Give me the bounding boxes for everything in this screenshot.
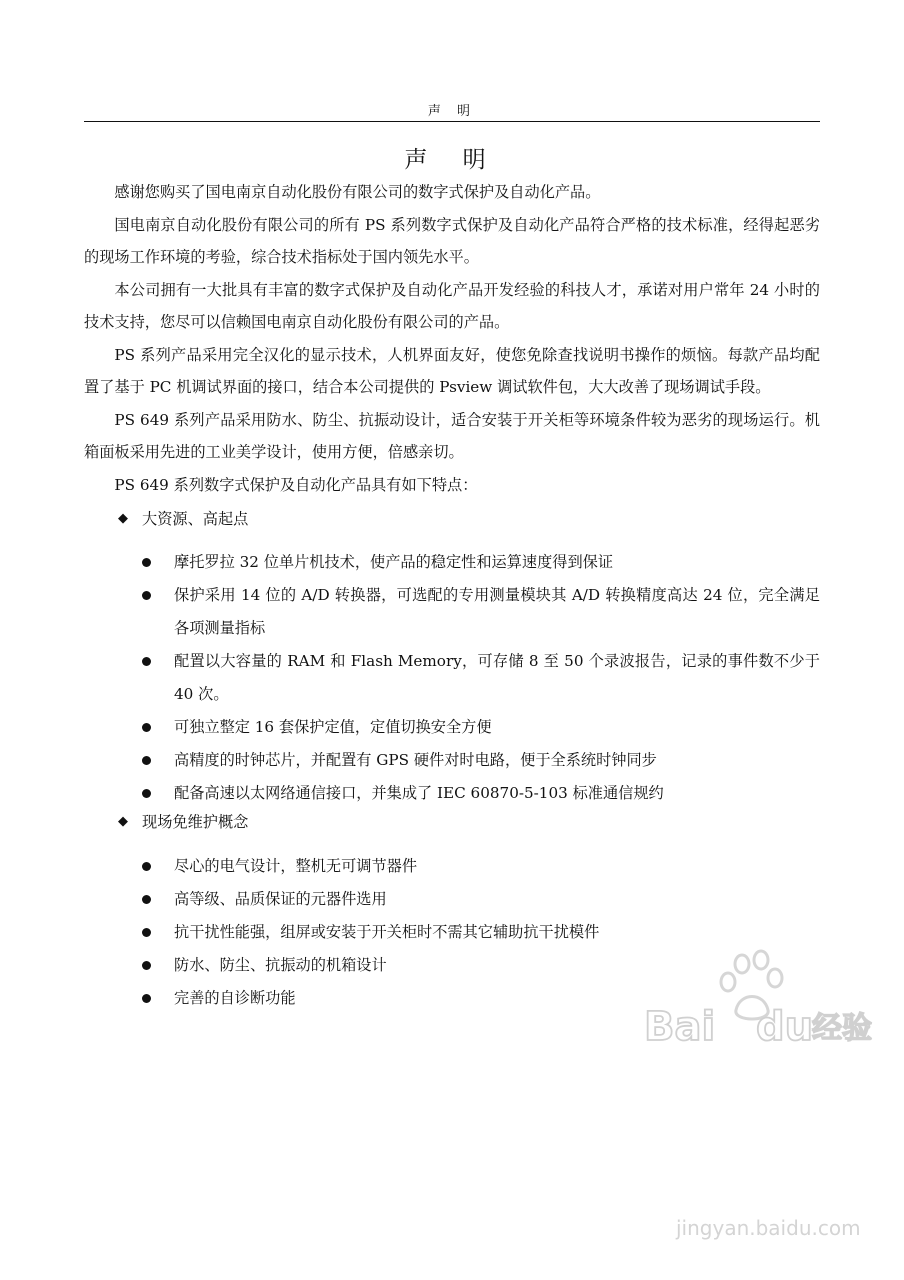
list-item: 完善的自诊断功能 (84, 982, 820, 1015)
list-item: 高精度的时钟芯片，并配置有 GPS 硬件对时电路，便于全系统时钟同步 (84, 744, 820, 777)
bullet-dot-icon (142, 862, 151, 871)
section-heading (82, 503, 820, 535)
paragraph-features-intro: PS 649 系列数字式保护及自动化产品具有如下特点： (114, 475, 478, 494)
list-item: 高等级、品质保证的元器件选用 (84, 883, 820, 916)
section-title: 大资源、高起点 (142, 510, 249, 528)
bullet-dot-icon (142, 591, 151, 600)
bullet-dot-icon (142, 723, 151, 732)
bullet-dot-icon (142, 657, 151, 666)
svg-text:du: du (756, 1004, 814, 1050)
bullet-dot-icon (142, 558, 151, 567)
svg-text:Bai: Bai (644, 1004, 716, 1050)
bullet-dot-icon (142, 994, 151, 1003)
list-item: 配备高速以太网络通信接口，并集成了 IEC 60870-5-103 标准通信规约 (84, 777, 820, 810)
list-item: 防水、防尘、抗振动的机箱设计 (84, 949, 820, 982)
bullet-dot-icon (142, 756, 151, 765)
paragraph-support: 本公司拥有一大批具有丰富的数字式保护及自动化产品开发经验的科技人才，承诺对用户常年 24 小时的技术支持，您尽可以信赖国电南京自动化股份有限公司的产品。 (84, 280, 820, 331)
paragraph-display: PS 系列产品采用完全汉化的显示技术，人机界面友好，使您免除查找说明书操作的烦恼。每款产品均配置了基于 PC 机调试界面的接口，结合本公司提供的 Psview 调试软件包，大大改善了现场调试手段。 (84, 345, 820, 396)
baidu-watermark-logo (640, 948, 890, 1058)
list-item: 配置以大容量的 RAM 和 Flash Memory，可存储 8 至 50 个录波报告，记录的事件数不少于 40 次。 (84, 645, 820, 711)
paragraph-design: PS 649 系列产品采用防水、防尘、抗振动设计，适合安装于开关柜等环境条件较为恶劣的现场运行。机箱面板采用先进的工业美学设计，使用方便，倍感亲切。 (84, 410, 820, 461)
section-heading (82, 806, 820, 838)
paragraph-thanks: 感谢您购买了国电南京自动化股份有限公司的数字式保护及自动化产品。 (114, 183, 601, 201)
svg-text:经验: 经验 (812, 1011, 872, 1046)
page-title: 声 明 (404, 147, 500, 173)
document-body (84, 176, 820, 1015)
list-item: 摩托罗拉 32 位单片机技术，使产品的稳定性和运算速度得到保证 (84, 546, 820, 579)
bullet-dot-icon (142, 789, 151, 798)
list-item: 抗干扰性能强，组屏或安装于开关柜时不需其它辅助抗干扰模件 (84, 916, 820, 949)
header-divider (84, 121, 820, 122)
list-item: 可独立整定 16 套保护定值，定值切换安全方便 (84, 711, 820, 744)
bullet-dot-icon (142, 961, 151, 970)
list-item: 尽心的电气设计，整机无可调节器件 (84, 850, 820, 883)
running-header: 声 明 (427, 104, 477, 119)
diamond-bullet-icon: ◆ (118, 814, 128, 829)
paragraph-standards: 国电南京自动化股份有限公司的所有 PS 系列数字式保护及自动化产品符合严格的技术标准，经得起恶劣的现场工作环境的考验，综合技术指标处于国内领先水平。 (84, 215, 820, 266)
feature-list (84, 546, 820, 810)
section-title: 现场免维护概念 (142, 813, 249, 831)
diamond-bullet-icon: ◆ (118, 511, 128, 526)
list-item: 保护采用 14 位的 A/D 转换器，可选配的专用测量模块其 A/D 转换精度高达 24 位，完全满足各项测量指标 (84, 579, 820, 645)
bullet-dot-icon (142, 928, 151, 937)
watermark-url: jingyan.baidu.com (676, 1216, 861, 1240)
bullet-dot-icon (142, 895, 151, 904)
